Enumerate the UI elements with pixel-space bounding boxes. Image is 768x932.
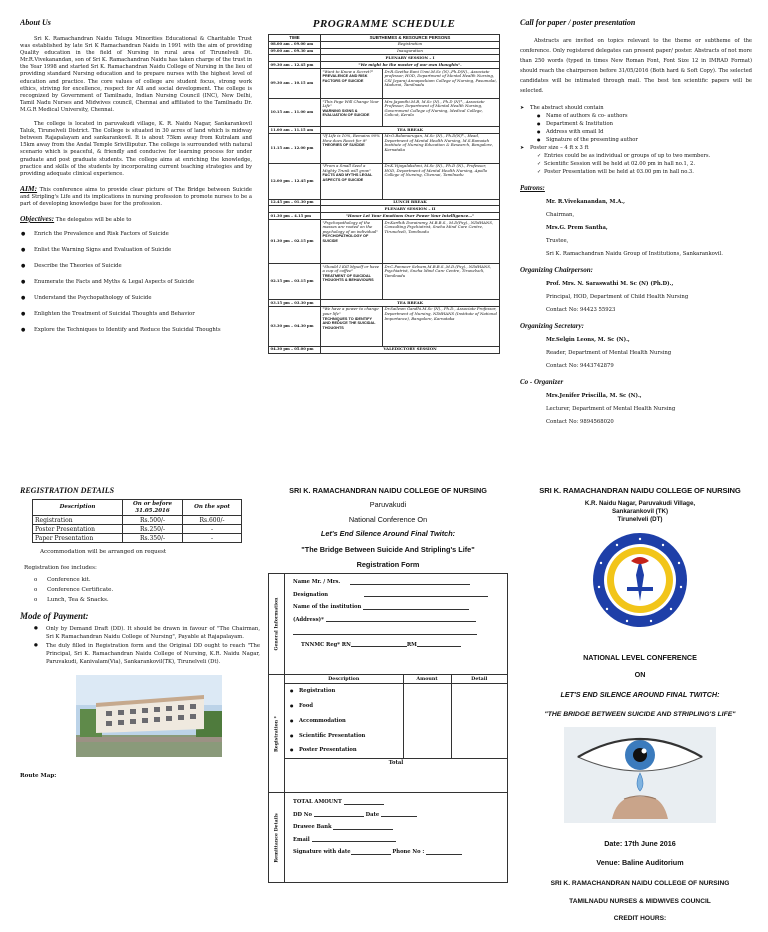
detail-cell[interactable] bbox=[451, 743, 507, 758]
aim-label: AIM: bbox=[20, 183, 38, 193]
fee-spot: - bbox=[183, 534, 242, 543]
session-title: VALEDICTORY SESSION bbox=[321, 346, 500, 353]
patron-role: Chairman, bbox=[546, 212, 575, 218]
field-label: Name of the institution bbox=[293, 604, 362, 610]
field-label: Phone No : bbox=[392, 849, 425, 855]
objective-item: ● Enumerate the Facts and Myths & Legal Aspects of Suicide bbox=[20, 279, 252, 286]
field-label: (Address)* bbox=[293, 616, 324, 623]
table-row bbox=[33, 525, 242, 534]
list-item: ✓ Scientific Session will be held at 02.00 pm in hall no.1, 2. bbox=[520, 160, 752, 168]
cover-on: ON bbox=[634, 670, 646, 679]
secretary-contact: Contact No: 9443742879 bbox=[546, 363, 614, 369]
cover-section bbox=[520, 486, 760, 926]
fee-before: Rs.500/- bbox=[123, 516, 183, 525]
row-time: 12.00 pm – 12.45 pm bbox=[269, 163, 321, 199]
field-label: Email bbox=[293, 836, 310, 843]
chair-label: Organizing Chairperson: bbox=[520, 266, 593, 274]
cover-conference: NATIONAL LEVEL CONFERENCE bbox=[583, 653, 697, 662]
list-item: o Conference kit. bbox=[34, 575, 260, 585]
row-time: 08.00 am – 09.00 am bbox=[269, 41, 321, 48]
col-time: TIME bbox=[269, 35, 321, 42]
programme-header-row bbox=[269, 35, 500, 42]
speaker: Dr.R.Geetha Rani Unni.M.Sc (N).,Ph.D(N)., Associate professor, HOD, Department of Mental Health Nursing, CSI Jeyaraj Annapackiam College of Nursing, Pasumalai, Madurai, Tamilnadu bbox=[383, 68, 500, 98]
fee-spot: Rs.600/- bbox=[183, 516, 242, 525]
call-for-paper-section bbox=[520, 18, 752, 438]
row-time: 09.30 am – 10.15 am bbox=[269, 68, 321, 98]
row-time: 10.15 am – 11.00 am bbox=[269, 98, 321, 126]
dd-no-line[interactable] bbox=[314, 811, 364, 817]
registration-title: REGISTRATION DETAILS bbox=[20, 486, 115, 495]
field-label: TOTAL AMOUNT bbox=[293, 799, 342, 805]
objectives-intro: The delegates will be able to bbox=[54, 217, 132, 224]
table-row[interactable] bbox=[285, 743, 507, 758]
col-amount: Amount bbox=[403, 675, 451, 683]
patrons-label: Patrons: bbox=[520, 184, 545, 192]
total-label: Total bbox=[285, 758, 507, 768]
topic-quote: "From a Small Seed a Mighty Trunk will grow" bbox=[322, 163, 371, 173]
drawee-line[interactable] bbox=[333, 824, 393, 830]
row-time: 12.45 pm – 01.30 pm bbox=[269, 199, 321, 206]
list-item: ● Department & Institution bbox=[520, 120, 752, 128]
address-line-2[interactable] bbox=[269, 626, 507, 639]
amount-cell[interactable] bbox=[403, 728, 451, 743]
break-label: TEA BREAK bbox=[321, 300, 500, 307]
patron-role: Trustee, bbox=[546, 238, 569, 244]
session-title: PLENARY SESSION – I bbox=[321, 55, 500, 62]
programme-section bbox=[268, 18, 500, 418]
detail-cell[interactable] bbox=[451, 698, 507, 713]
table-row bbox=[269, 220, 500, 264]
row-text: Inauguration bbox=[321, 48, 500, 55]
signature-line[interactable] bbox=[351, 849, 391, 855]
speaker: Mrs.Jayanthi.M.B, M.Sc (N)., Ph.D (N)*., Associate Professor, Department of Mental Health Nursing, Government College of Nursing, Medical College, Calicut, Kerala bbox=[383, 98, 500, 126]
about-paragraph-2: The college is located in paruvakudi village, K. R. Naidu Nagar, Sankarankovil Taluk, Tirunelveli District. The College is situated in 30 acres of land which is midway between Rajapalayam and sankarankovil. It is about 75km away from Kutralam and 15km away from the Andal Temple Srivilliputur. The college is surrounded with natural scenario which is peaceful, & friendly and conducive for learning process for under graduate and post graduate students. The college aims at enriching the knowledge, practice and skills of the students by incorporating current teaching strategies and by providing adequate clinical experience. bbox=[20, 121, 252, 177]
section-label: General Information bbox=[274, 597, 279, 651]
cover-college-name: SRI K. RAMACHANDRAN NAIDU COLLEGE OF NURSING bbox=[539, 486, 741, 495]
table-row[interactable] bbox=[285, 683, 507, 698]
form-theme-line-1: Let's End Silence Around Final Twitch: bbox=[320, 529, 456, 538]
table-row bbox=[269, 133, 500, 163]
table-row bbox=[33, 516, 242, 525]
fee-spot: - bbox=[183, 525, 242, 534]
email-line[interactable] bbox=[312, 836, 396, 842]
list-item: o Lunch, Tea & Snacks. bbox=[34, 595, 260, 605]
cover-address-3: Tirunelveli (DT) bbox=[617, 516, 663, 523]
registration-form-section bbox=[268, 486, 508, 926]
topic-cell bbox=[321, 68, 383, 98]
about-paragraph-1: Sri K. Ramachandran Naidu Telugu Minorities Educational & Charitable Trust was established by late Sri K Ramachandran Naidu in 1991 with the aim of providing Quality education in the field of Nursing in rural area of Tirunelveli Dt. Mr.R.Vivekanandan, son of Sri K. Ramachandran Naidu has taken charge of the trust in the Year 1998 and started Sri K. Ramachandran Naidu College of Nursing in the lieu of providing standard Nursing education and to prepare nurses with the highest level of education and practice. The core values of college are student focus, strong work ethics, striving for excellence, respect for All and social development. The college is recognized by Government of Tamilnadu, Indian Nursing Council (INC), New Delhi, Tamil Nadu Nurses and Midwives council, Chennai and affiliated to the Tamilnadu Dr. M.G.R Medical University, Chennai. bbox=[20, 36, 252, 113]
row-time: 11.15 am – 12.00 pm bbox=[269, 133, 321, 163]
col-detail: Detail bbox=[451, 675, 507, 683]
about-title: About Us bbox=[20, 18, 51, 27]
topic-title: TREATMENT OF SUICIDAL THOUGHTS & BEHAVIOURS bbox=[322, 273, 374, 283]
table-row bbox=[269, 126, 500, 133]
row-time: 02.15 pm – 03.15 pm bbox=[269, 264, 321, 300]
secretary-role: Reader, Department of Mental Health Nursing bbox=[546, 350, 672, 356]
detail-cell[interactable] bbox=[451, 728, 507, 743]
registration-items-table bbox=[285, 675, 507, 768]
list-item: ● The duly filled in Registration form and the Original DD ought to reach "The Principal, Sri K. Ramachandran Naidu College of Nursing, K.R. Naidu Nagar, Paruvakudi, Kanivalam(Via), Sankarankovil(TK), Tirunelveli (Dt). bbox=[34, 642, 260, 666]
cover-address-2: Sankarankovil (TK) bbox=[611, 508, 669, 515]
cover-theme-line-2: "THE BRIDGE BETWEEN SUICIDE AND STRIPLING'S LIFE" bbox=[544, 711, 736, 718]
table-row bbox=[269, 55, 500, 62]
secretary-label: Organizing Secretary: bbox=[520, 322, 584, 330]
date-line[interactable] bbox=[381, 811, 417, 817]
form-college-name: SRI K. RAMACHANDRAN NAIDU COLLEGE OF NURSING bbox=[289, 486, 487, 495]
about-section bbox=[20, 18, 252, 458]
cover-college-name-2: SRI K. RAMACHANDRAN NAIDU COLLEGE OF NURSING bbox=[550, 880, 730, 887]
table-row bbox=[269, 206, 500, 213]
item-label: ● Accommodation bbox=[285, 713, 403, 728]
fee-before: Rs.350/- bbox=[123, 534, 183, 543]
row-time: 04.30 pm – 05.00 pm bbox=[269, 346, 321, 353]
table-row bbox=[269, 163, 500, 199]
signature-field[interactable] bbox=[269, 846, 507, 859]
tnnmc-field[interactable] bbox=[269, 639, 507, 652]
amount-cell[interactable] bbox=[403, 698, 451, 713]
field-label: Name Mr. / Mrs. bbox=[293, 579, 341, 585]
phone-line[interactable] bbox=[426, 849, 462, 855]
remittance-label bbox=[269, 793, 285, 882]
table-row bbox=[269, 264, 500, 300]
cover-date: Date: 17th June 2016 bbox=[604, 839, 676, 848]
items-header-row bbox=[285, 675, 507, 683]
list-item: o Conference Certificate. bbox=[34, 585, 260, 595]
table-row bbox=[269, 68, 500, 98]
programme-table bbox=[268, 34, 500, 354]
general-information-box bbox=[268, 573, 508, 675]
abstract-head: ➤ The abstract should contain bbox=[520, 104, 752, 112]
registration-details-section bbox=[20, 486, 260, 926]
aim-text: This conference aims to provide clear picture of The Bridge between Suicide and Stripling's Life and its implications in nursing profession to promote nurses to be a part of developing knowledge base for the profession. bbox=[20, 186, 252, 207]
table-row bbox=[269, 306, 500, 346]
list-item: ● Only by Demand Draft (DD). It should be drawn in favour of "The Chairman, Sri K Ramachandran Naidu College of Nursing", Payable at Rajapalayam. bbox=[34, 625, 260, 641]
row-time bbox=[269, 55, 321, 62]
form-theme-line-2: "The Bridge Between Suicide And Stripling's Life" bbox=[301, 545, 475, 554]
item-label: ● Scientific Presentation bbox=[285, 728, 403, 743]
objective-item: ● Understand the Psychopathology of Suicide bbox=[20, 295, 252, 302]
co-organizer-name: Mrs.Jenifer Priscilla, M. Sc (N)., bbox=[546, 393, 642, 399]
co-organizer-role: Lecturer, Department of Mental Health Nursing bbox=[546, 406, 676, 412]
objective-item: ● Enlist the Warning Signs and Evaluation of Suicide bbox=[20, 247, 252, 254]
detail-cell[interactable] bbox=[451, 713, 507, 728]
amount-cell[interactable] bbox=[403, 713, 451, 728]
objective-item: ● Enrich the Prevalence and Risk Factors of Suicide bbox=[20, 231, 252, 238]
field-label: Drawee Bank bbox=[293, 824, 332, 830]
topic-cell bbox=[321, 264, 383, 300]
payment-list bbox=[34, 625, 260, 666]
field-label: DD No bbox=[293, 811, 313, 818]
total-amount-field[interactable] bbox=[269, 796, 507, 809]
table-row bbox=[33, 534, 242, 543]
call-title: Call for paper / poster presentation bbox=[520, 18, 636, 27]
row-time: 09.00 am – 09.30 am bbox=[269, 48, 321, 55]
address-input-line-2[interactable] bbox=[293, 629, 477, 635]
designation-field[interactable] bbox=[269, 589, 507, 602]
item-label: ● Registration bbox=[285, 683, 403, 698]
fee-desc: Registration bbox=[33, 516, 123, 525]
topic-quote: "Want to Know a Secret?" bbox=[322, 68, 374, 74]
form-title: Registration Form bbox=[356, 560, 420, 569]
poster-head: ➤ Poster size – 4 ft x 3 ft bbox=[520, 144, 752, 152]
field-label: TNNMC Reg* RN bbox=[301, 641, 351, 648]
patron-name: Mrs.G. Prem Santha, bbox=[546, 225, 608, 231]
col-description: Description bbox=[33, 500, 123, 516]
table-row bbox=[269, 300, 500, 307]
break-label: TEA BREAK bbox=[321, 126, 500, 133]
institution-field[interactable] bbox=[269, 601, 507, 614]
institution-input-line[interactable] bbox=[363, 604, 469, 610]
designation-input-line[interactable] bbox=[364, 591, 488, 597]
name-field[interactable] bbox=[269, 576, 507, 589]
field-label: Date bbox=[365, 811, 380, 818]
co-organizer-contact: Contact No: 9894568020 bbox=[546, 419, 614, 425]
list-item: ✓ Poster Presentation will be held at 03.00 pm in hall no.3. bbox=[520, 168, 752, 176]
list-item: ● Name of authors & co- authors bbox=[520, 112, 752, 120]
cover-credit-hours: CREDIT HOURS: bbox=[613, 915, 667, 922]
remittance-box bbox=[268, 793, 508, 883]
topic-cell bbox=[321, 98, 383, 126]
speaker: Dr.Karthik Durairamy, M.B.B.S., M.D(Psy)., NIMHANS, Consulting Psychiatrist, Sneha Mind Care Centre, Tirunelveli, Tamilnadu bbox=[383, 220, 500, 264]
drawee-field[interactable] bbox=[269, 821, 507, 834]
fee-desc: Paper Presentation bbox=[33, 534, 123, 543]
row-time: 01.30 pm – 4.15 pm bbox=[269, 213, 321, 220]
topic-title: TECHNIQUES TO IDENTIFY AND REDUCE THE SUICIDAL THOUGHTS bbox=[322, 316, 376, 330]
col-spot: On the spot bbox=[183, 500, 242, 516]
table-row bbox=[269, 98, 500, 126]
includes-list bbox=[34, 575, 260, 605]
fee-before: Rs.250/- bbox=[123, 525, 183, 534]
rm-input-line[interactable] bbox=[417, 641, 461, 647]
col-description: Description bbox=[285, 675, 403, 683]
objectives-heading bbox=[20, 215, 252, 224]
topic-title: FACTS AND MYTHS LEGAL ASPECTS OF SUICIDE bbox=[322, 173, 373, 183]
call-paragraph: Abstracts are invited on topics relevant to the theme or subtheme of the conference. Only registered delegates can present paper/ poster. Abstracts of not more than 250 words (typed in times New Roman Font, Font Size 12 in IMRAD Format) should reach the chairperson before 31/05/2016 (Both hard & Soft Copy). The selected candidates will be intimated through mail. The best ten scientific papers will be selected. bbox=[520, 38, 752, 94]
detail-cell[interactable] bbox=[451, 683, 507, 698]
topic-cell bbox=[321, 306, 383, 346]
cover-venue: Venue: Baline Auditorium bbox=[596, 858, 684, 867]
chair-contact: Contact No: 94423 55923 bbox=[546, 307, 616, 313]
table-row bbox=[269, 62, 500, 69]
row-time: 03.15 pm – 03.30 pm bbox=[269, 300, 321, 307]
item-label: ● Food bbox=[285, 698, 403, 713]
table-row bbox=[269, 48, 500, 55]
row-time bbox=[269, 206, 321, 213]
cover-address-1: K.R. Naidu Nagar, Paruvakudi Village, bbox=[584, 500, 696, 507]
name-input-line[interactable] bbox=[350, 579, 470, 585]
row-time: 11.00 am – 11.15 am bbox=[269, 126, 321, 133]
table-row[interactable] bbox=[285, 698, 507, 713]
topic-cell bbox=[321, 163, 383, 199]
col-before: On or before 31.05.2016 bbox=[123, 500, 183, 516]
topic-quote: "This Page Will Change Your Life" bbox=[322, 98, 379, 109]
college-building-photo bbox=[76, 675, 222, 757]
session-title: PLENARY SESSION – II bbox=[321, 206, 500, 213]
objective-item: ● Explore the Techniques to Identify and Reduce the Suicidal Thoughts bbox=[20, 327, 252, 334]
section-label: Registration * bbox=[274, 715, 279, 752]
table-row bbox=[269, 199, 500, 206]
table-row[interactable] bbox=[285, 728, 507, 743]
patron-org: Sri K. Ramachandran Naidu Group of Institutions, Sankarankovil. bbox=[546, 251, 723, 257]
route-map-label: Route Map: bbox=[20, 773, 57, 779]
amount-cell[interactable] bbox=[403, 683, 451, 698]
objective-item: ● Describe the Theories of Suicide bbox=[20, 263, 252, 270]
session-tagline: "We might be the master of our own thoughts". bbox=[321, 62, 500, 69]
cover-council: TAMILNADU NURSES & MIDWIVES COUNCIL bbox=[569, 898, 711, 905]
total-amount-line[interactable] bbox=[344, 799, 384, 805]
field-label: Signature with date bbox=[293, 849, 351, 855]
college-logo-icon bbox=[591, 531, 689, 629]
row-time: 03.30 pm – 04.30 pm bbox=[269, 306, 321, 346]
registration-items-box bbox=[268, 675, 508, 793]
topic-title: THEORIES OF SUICIDE bbox=[322, 143, 365, 148]
break-label: LUNCH BREAK bbox=[321, 199, 500, 206]
address-input-line[interactable] bbox=[326, 616, 476, 622]
secretary-name: Mr.Selgin Leons, M. Sc (N)., bbox=[546, 337, 630, 343]
col-subthemes: SUBTHEMES & RESOURCE PERSONS bbox=[321, 35, 500, 42]
objectives-list bbox=[20, 231, 252, 334]
teardrop-eye-image bbox=[564, 727, 716, 823]
programme-title: PROGRAMME SCHEDULE bbox=[312, 18, 456, 30]
mode-of-payment-label: Mode of Payment: bbox=[20, 611, 89, 621]
list-item: ● Signature of the presenting author bbox=[520, 136, 752, 144]
fee-table bbox=[32, 499, 242, 543]
fee-header-row bbox=[33, 500, 242, 516]
row-time: 01.30 pm – 02.15 pm bbox=[269, 220, 321, 264]
table-row bbox=[269, 41, 500, 48]
topic-cell bbox=[321, 133, 383, 163]
topic-title: PSYCHOPATHOLOGY OF SUICIDE bbox=[322, 234, 369, 243]
form-place: Paruvakudi bbox=[369, 500, 407, 509]
speaker: Dr.Sailesm Gandhi.M.Sc (N)., Ph.D., Associate Professor, Department of Nursing, NIMHANS (Institute of National Importance), Bangalore, Karnataka bbox=[383, 306, 500, 346]
session-tagline: "Honor Let Your Emotions Over Power Your Intelligence…" bbox=[321, 213, 500, 220]
item-label: ● Poster Presentation bbox=[285, 743, 403, 758]
amount-cell[interactable] bbox=[403, 743, 451, 758]
speaker: Dr.K.Vijayalakshmi, M.Sc (N)., Ph.D (N)., Professor, HOD, Department of Mental Health Nursing, Apollo College of Nursing, Chennai, Tamilnadu bbox=[383, 163, 500, 199]
co-organizer-label: Co - Organizer bbox=[520, 378, 564, 386]
registration-label bbox=[269, 675, 285, 792]
abstract-guidelines bbox=[520, 104, 752, 176]
table-row bbox=[269, 346, 500, 353]
topic-title: PREVALENCE AND RISK FACTORS OF SUICIDE bbox=[322, 74, 368, 83]
form-conference: National Conference On bbox=[348, 515, 428, 524]
accommodation-note: Accommodation will be arranged on request bbox=[40, 549, 167, 555]
topic-quote: "We have a power to change your life" bbox=[322, 306, 379, 316]
aim-paragraph bbox=[20, 185, 252, 208]
table-row bbox=[269, 213, 500, 220]
objective-item: ● Enlighten the Treatment of Suicidal Thoughts and Behavior bbox=[20, 311, 252, 318]
total-row bbox=[285, 758, 507, 768]
dd-field[interactable] bbox=[269, 809, 507, 822]
section-label: Remittance Details bbox=[274, 812, 279, 863]
row-text: Registration bbox=[321, 41, 500, 48]
topic-quote: "Psychopathology of the masses are rooted on the psychology of an individual" bbox=[322, 219, 379, 234]
speaker: Dr.C.Panneer Selvam,M.B.B.S.,M.D.(Psy)., NIMHANS, Psychiatrist, Sneha Mind Care Centre, Tirunelveli, Tamilnadu bbox=[383, 264, 500, 300]
patron-name: Mr. R.Vivekanandan, M.A., bbox=[546, 199, 625, 205]
topic-quote: "If Life is 10%, Remains 90% How does React for it" bbox=[322, 133, 380, 143]
list-item: ✓ Entries could be as individual or groups of up to two members. bbox=[520, 152, 752, 160]
table-row[interactable] bbox=[285, 713, 507, 728]
topic-title: WARNING SIGNS & EVALUATION OF SUICIDE bbox=[322, 108, 370, 118]
field-label: Designation bbox=[293, 591, 329, 598]
topic-cell bbox=[321, 220, 383, 264]
topic-quote: "Should I Kill Myself or have a cup of coffee" bbox=[322, 263, 380, 274]
fee-desc: Poster Presentation bbox=[33, 525, 123, 534]
list-item: ● Address with email Id bbox=[520, 128, 752, 136]
speaker: Mr.O.Balamurugan, M.Sc (N)., Ph.D(N)*., Head, Department of Mental Health Nursing, M.S.Ramaiah Institute of Nursing Education & Research, Bangalore, Karnataka bbox=[383, 133, 500, 163]
address-field[interactable] bbox=[269, 614, 507, 627]
email-field[interactable] bbox=[269, 834, 507, 847]
rn-input-line[interactable] bbox=[351, 641, 407, 647]
objectives-label: Objectives: bbox=[20, 214, 55, 224]
cover-theme-line-1: LET'S END SILENCE AROUND FINAL TWITCH: bbox=[560, 690, 720, 699]
includes-label: Registration fee includes: bbox=[24, 565, 97, 571]
chair-role: Principal, HOD, Department of Child Health Nursing bbox=[546, 294, 689, 300]
general-information-label bbox=[269, 574, 285, 674]
chair-name: Prof. Mrs. N. Saraswathi M. Sc (N) (Ph.D)., bbox=[546, 281, 674, 287]
row-time: 09.30 am – 12.45 pm bbox=[269, 62, 321, 69]
field-label: RM bbox=[406, 641, 417, 648]
